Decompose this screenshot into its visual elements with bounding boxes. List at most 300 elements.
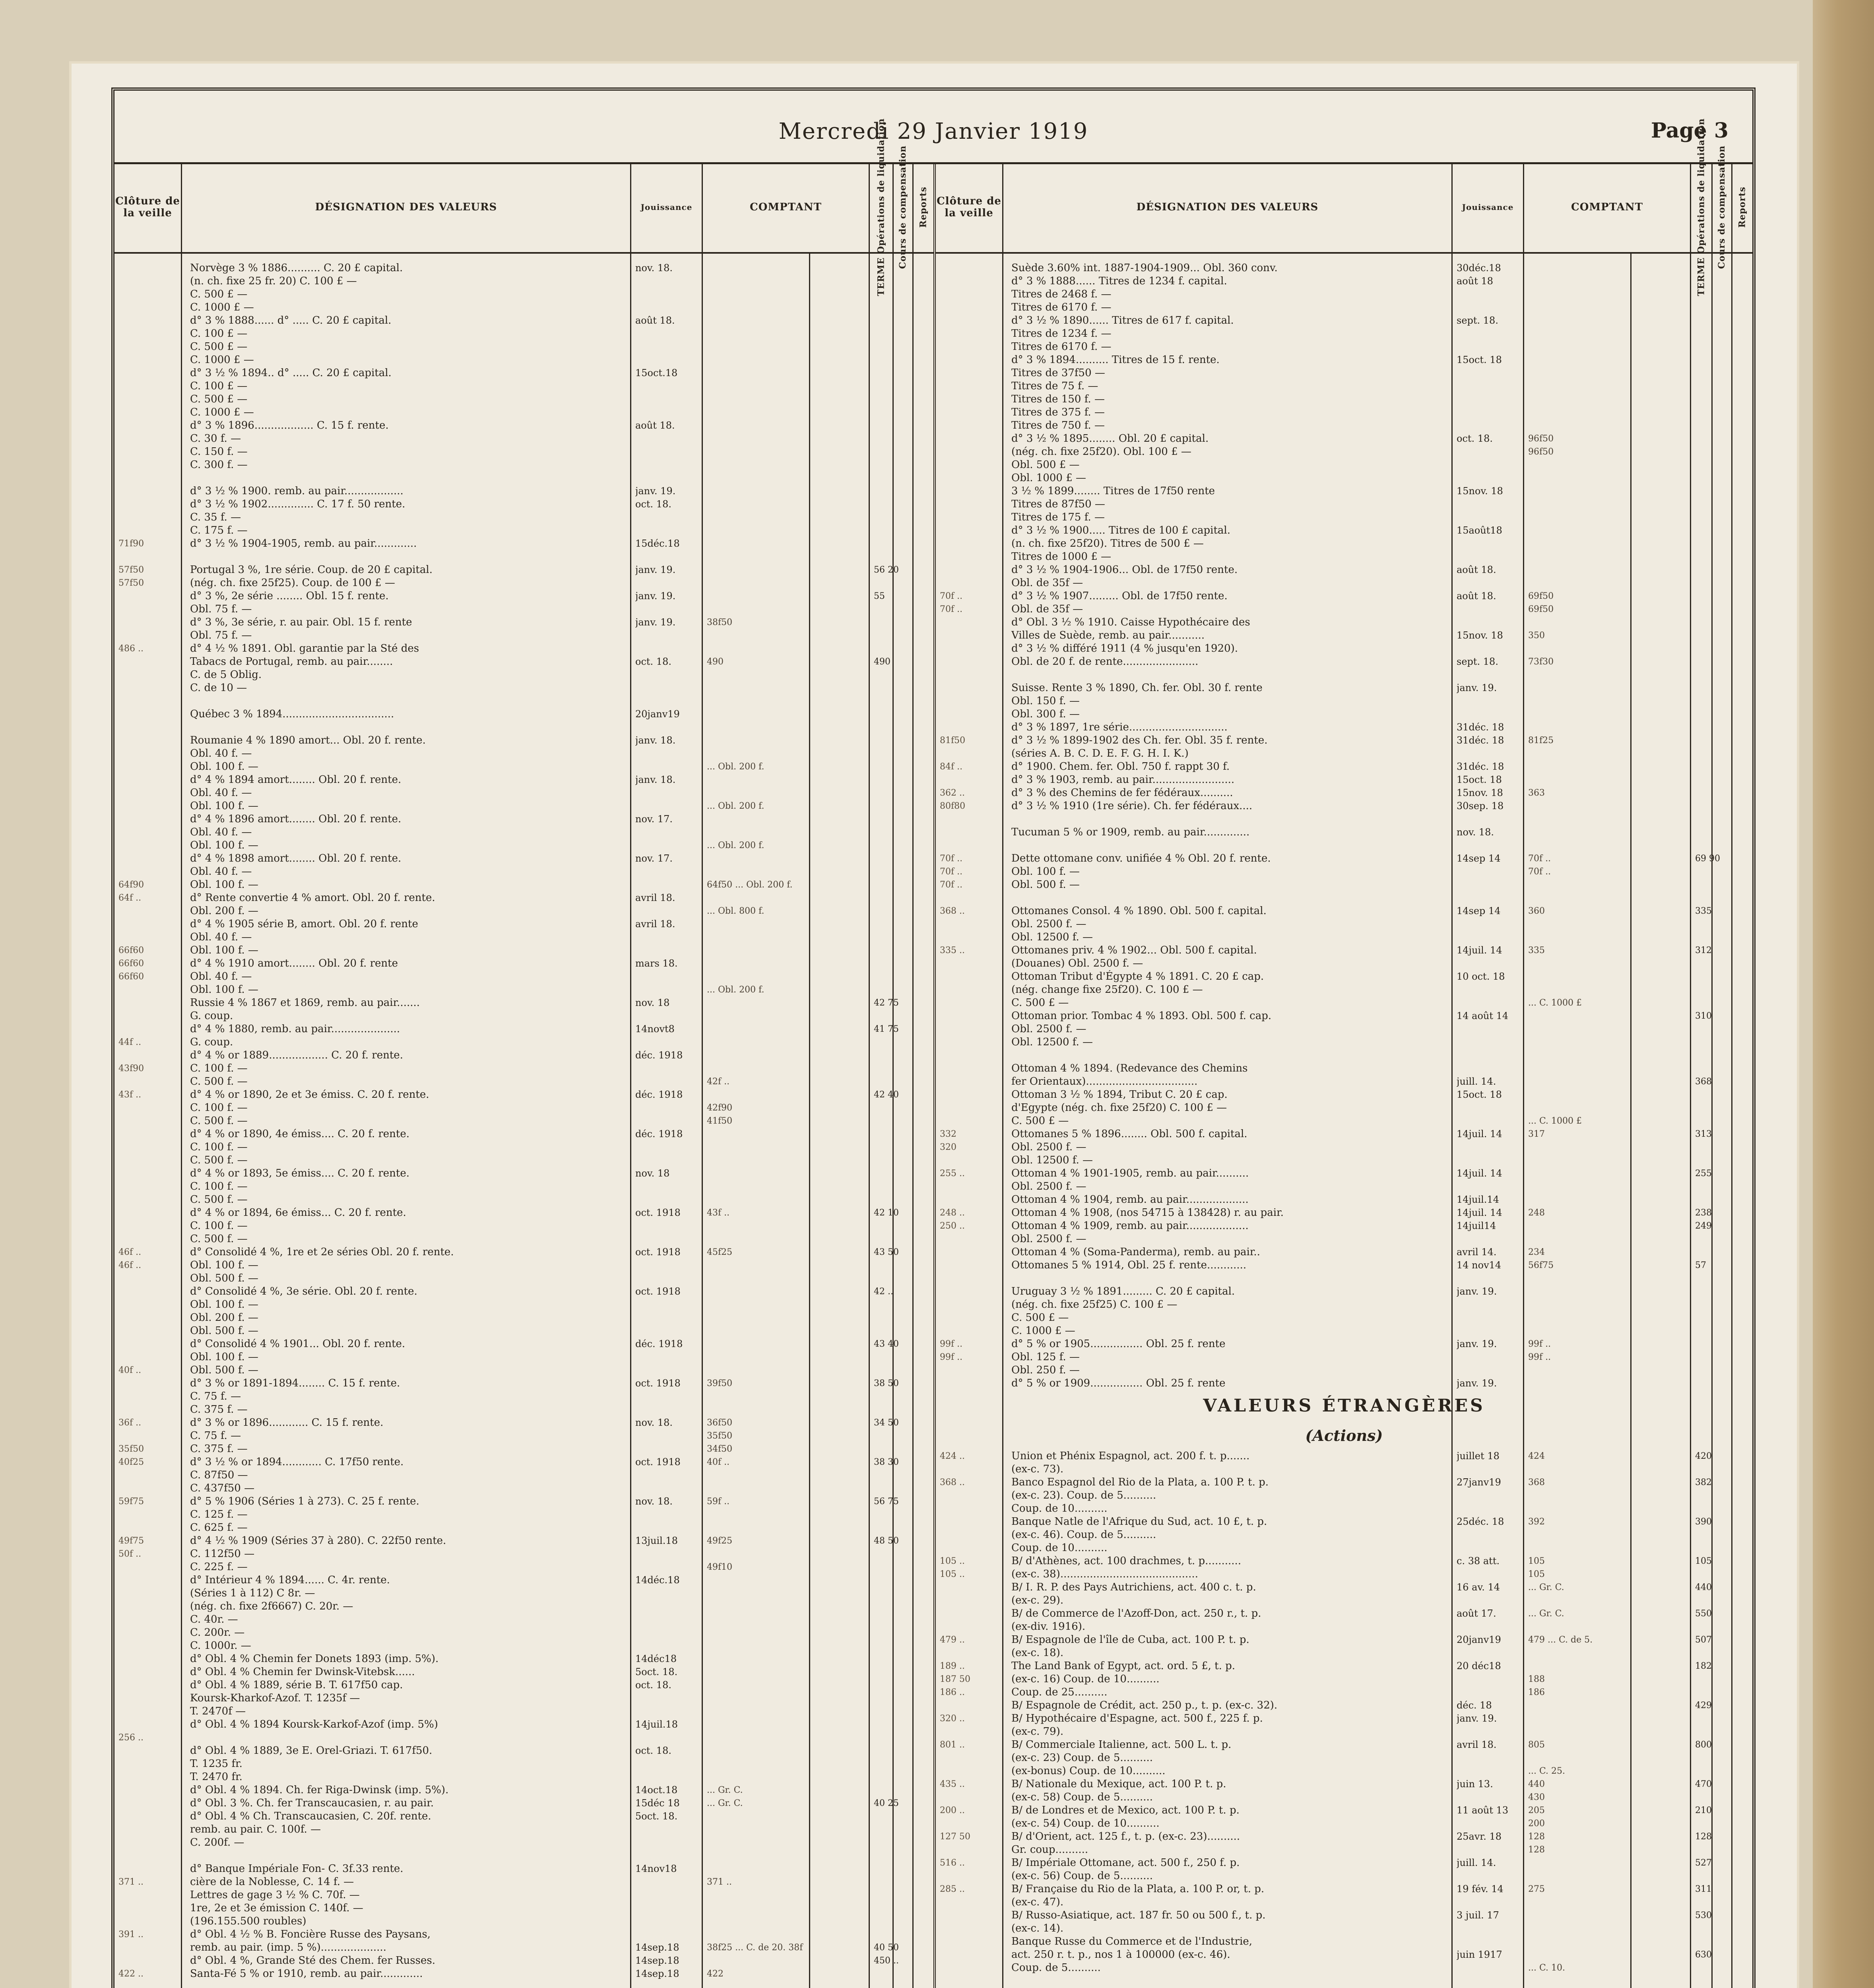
table-row xyxy=(936,472,1752,485)
comptant-cell: 81f25 xyxy=(1528,736,1554,746)
designation-cell: C. 125 f. — xyxy=(190,1508,248,1520)
designation-cell: d° Consolidé 4 %, 3e série. Obl. 20 f. rente. xyxy=(190,1285,417,1297)
page-edge xyxy=(1813,0,1874,1988)
jouissance-cell: janv. 18. xyxy=(635,735,676,746)
table-row xyxy=(936,1114,1752,1128)
page-header xyxy=(114,91,1752,164)
comptant-cell: 490 xyxy=(707,657,724,667)
table-row xyxy=(114,1980,933,1988)
designation-cell: Titres de 375 f. — xyxy=(1011,406,1105,418)
table-row xyxy=(114,1429,933,1442)
col-jouissance xyxy=(631,162,703,254)
designation-cell: d° 3 ½ % 1890...... Titres de 617 f. capital. xyxy=(1011,315,1234,326)
compensation-cell: 40 50 xyxy=(874,1943,899,1953)
designation-cell: B/ Commerciale Italienne, act. 500 L. t. p. xyxy=(1011,1739,1232,1751)
jouissance-cell: oct. 18. xyxy=(1457,433,1493,444)
jouissance-cell: 11 août 13 xyxy=(1457,1805,1509,1816)
cloture-cell: 35f50 xyxy=(118,1444,144,1454)
table-row xyxy=(114,878,933,891)
designation-cell: Titres de 2468 f. — xyxy=(1011,288,1112,300)
cloture-cell: 80f80 xyxy=(940,801,966,811)
designation-cell: d° 5 % or 1905................ Obl. 25 f. rente xyxy=(1011,1338,1226,1350)
designation-cell: Obl. de 35f — xyxy=(1011,577,1083,589)
designation-cell: (nég. ch. fixe 25f25). Coup. de 100 £ — xyxy=(190,577,395,589)
designation-cell: Obl. 2500 f. — xyxy=(1011,1233,1086,1245)
designation-cell: Ottoman 3 ½ % 1894, Tribut C. 20 £ cap. xyxy=(1011,1089,1228,1101)
designation-cell: (ex-c. 18). xyxy=(1011,1647,1064,1659)
jouissance-cell: juin 1917 xyxy=(1457,1949,1502,1960)
designation-cell: d° Obl. 4 % Ch. Transcaucasien, C. 20f. rente. xyxy=(190,1810,431,1822)
cloture-cell: 66f60 xyxy=(118,945,144,955)
table-row xyxy=(936,275,1752,288)
comptant-cell: 34f50 xyxy=(707,1444,733,1454)
designation-cell: Obl. 100 f. — xyxy=(190,1259,258,1271)
table-row xyxy=(114,1797,933,1810)
comptant-cell: 205 xyxy=(1528,1806,1545,1815)
jouissance-cell: 3 juil. 17 xyxy=(1457,1910,1499,1921)
designation-cell: C. de 5 Oblig. xyxy=(190,669,262,681)
designation-cell: d° Obl. 4 % 1889, série B. T. 617f50 cap. xyxy=(190,1679,403,1691)
compensation-cell: 312 xyxy=(1695,945,1712,955)
cloture-cell: 70f .. xyxy=(940,604,963,614)
jouissance-cell: 15oct.18 xyxy=(635,367,678,379)
cloture-cell: 391 .. xyxy=(118,1930,144,1939)
cloture-cell: 320 xyxy=(940,1142,956,1152)
compensation-cell: 42 .. xyxy=(874,1287,893,1297)
table-row xyxy=(936,1751,1752,1765)
table-row xyxy=(936,1324,1752,1338)
table-row xyxy=(936,1528,1752,1541)
designation-cell: d° 3 % 1888...... d° ..... C. 20 £ capital. xyxy=(190,315,392,326)
cloture-cell: 44f .. xyxy=(118,1037,142,1047)
comptant-cell: ... Gr. C. xyxy=(1528,1609,1564,1619)
table-row xyxy=(114,498,933,511)
table-row xyxy=(936,1377,1752,1390)
designation-cell: Titres de 150 f. — xyxy=(1011,393,1105,405)
table-row xyxy=(936,353,1752,367)
jouissance-cell: 14sep.18 xyxy=(635,1942,679,1953)
col-jouissance-label: Jouissance xyxy=(1462,202,1514,212)
table-row xyxy=(936,1699,1752,1712)
compensation-cell: 42 10 xyxy=(874,1208,899,1218)
compensation-cell: 530 xyxy=(1695,1910,1712,1920)
table-row xyxy=(936,1219,1752,1233)
table-row xyxy=(114,1180,933,1193)
table-row xyxy=(114,1587,933,1600)
designation-cell: Ottoman 4 % 1908, (nos 54715 à 138428) r. au pair. xyxy=(1011,1207,1284,1219)
jouissance-cell: 14sep.18 xyxy=(635,1968,679,1979)
compensation-cell: 550 xyxy=(1695,1609,1712,1619)
designation-cell: T. 2470 fr. xyxy=(190,1771,242,1783)
designation-cell: Obl. 75 f. — xyxy=(190,603,252,615)
table-row xyxy=(936,367,1752,380)
table-row xyxy=(936,1607,1752,1620)
table-row xyxy=(114,1771,933,1784)
designation-cell: d° 5 % 1906 (Séries 1 à 273). C. 25 f. rente. xyxy=(190,1495,419,1507)
comptant-cell: 128 xyxy=(1528,1832,1545,1842)
table-row xyxy=(114,563,933,577)
table-row xyxy=(936,1141,1752,1154)
compensation-cell: 34 50 xyxy=(874,1418,899,1428)
table-row xyxy=(936,458,1752,472)
jouissance-cell: janv. 19. xyxy=(1457,1713,1497,1724)
table-row xyxy=(936,1272,1752,1285)
col-terme xyxy=(1691,118,1713,296)
table-row xyxy=(114,1731,933,1744)
cloture-cell: 332 xyxy=(940,1129,956,1139)
designation-cell: d° 3 ½ % or 1894............ C. 17f50 rente. xyxy=(190,1456,404,1468)
designation-cell: Dette ottomane conv. unifiée 4 % Obl. 20 f. rente. xyxy=(1011,852,1271,864)
table-row xyxy=(114,983,933,996)
table-row xyxy=(114,865,933,878)
table-row xyxy=(114,1088,933,1101)
col-comptant xyxy=(1524,162,1691,254)
designation-cell: Koursk-Kharkof-Azof. T. 1235f — xyxy=(190,1692,360,1704)
designation-cell: Ottoman Tribut d'Égypte 4 % 1891. C. 20 £ cap. xyxy=(1011,971,1264,982)
table-row xyxy=(114,1141,933,1154)
designation-cell: C. 1000r. — xyxy=(190,1640,251,1652)
comptant-cell: ... C. 1000 £ xyxy=(1528,1116,1582,1126)
col-compensation xyxy=(894,145,914,269)
designation-cell: Suisse. Rente 3 % 1890, Ch. fer. Obl. 30 f. rente xyxy=(1011,682,1263,694)
designation-cell: 1re, 2e et 3e émission C. 140f. — xyxy=(190,1902,363,1914)
table-row xyxy=(936,524,1752,537)
col-reports xyxy=(914,162,933,254)
table-row xyxy=(114,1351,933,1364)
jouissance-cell: 25avr. 18 xyxy=(1457,1831,1502,1842)
table-row xyxy=(114,826,933,839)
table-row xyxy=(936,1633,1752,1646)
table-row xyxy=(114,353,933,367)
table-row xyxy=(114,1128,933,1141)
designation-cell: d° Obl. 4 % Chemin fer Donets 1893 (imp. 5%). xyxy=(190,1653,439,1665)
table-row xyxy=(936,1259,1752,1272)
jouissance-cell: 14novt8 xyxy=(635,1023,675,1035)
cloture-cell: 43f .. xyxy=(118,1090,142,1100)
right-rows xyxy=(936,262,1752,1974)
designation-cell: Ottoman 4 % (Soma-Panderma), remb. au pair.. xyxy=(1011,1246,1260,1258)
table-row xyxy=(114,852,933,865)
table-row xyxy=(936,721,1752,734)
designation-cell: C. 500 £ — xyxy=(190,393,248,405)
designation-cell: (ex-c. 56) Coup. de 5.......... xyxy=(1011,1870,1153,1882)
jouissance-cell: nov. 18 xyxy=(635,1168,670,1179)
designation-cell: C. 500 £ — xyxy=(1011,997,1069,1009)
designation-cell: d° 3 ½ % 1894.. d° ..... C. 20 £ capital. xyxy=(190,367,392,379)
compensation-cell: 800 xyxy=(1695,1740,1712,1750)
designation-cell: Obl. 100 f. — xyxy=(190,879,258,891)
designation-cell: (nég. ch. fixe 25f25) C. 100 £ — xyxy=(1011,1299,1178,1310)
comptant-cell: ... Obl. 800 f. xyxy=(707,906,764,916)
table-row xyxy=(936,498,1752,511)
designation-cell: C. 500 £ — xyxy=(190,288,248,300)
designation-cell: C. 225 f. — xyxy=(190,1561,248,1573)
designation-cell: Tabacs de Portugal, remb. au pair........ xyxy=(190,656,393,668)
jouissance-cell: 14déc18 xyxy=(635,1653,677,1664)
designation-cell: Russie 4 % 1867 et 1869, remb. au pair....... xyxy=(190,997,420,1009)
jouissance-cell: janv. 19. xyxy=(1457,1338,1497,1349)
designation-cell: (ex-c. 29). xyxy=(1011,1594,1064,1606)
comptant-cell: 49f25 xyxy=(707,1536,733,1546)
table-row xyxy=(936,1660,1752,1673)
table-row xyxy=(114,1600,933,1613)
table-row xyxy=(114,1259,933,1272)
designation-cell: d° 3 ½ % 1910 (1re série). Ch. fer fédéraux.... xyxy=(1011,800,1253,812)
designation-cell: (séries A. B. C. D. E. F. G. H. I. K.) xyxy=(1011,747,1189,759)
comptant-cell: 424 xyxy=(1528,1451,1545,1461)
table-row xyxy=(936,1364,1752,1377)
table-row xyxy=(936,1010,1752,1023)
designation-cell: Coup. de 5.......... xyxy=(1011,1962,1101,1974)
cloture-cell: 99f .. xyxy=(940,1339,963,1349)
comptant-cell: 38f25 ... C. de 20. 38f xyxy=(707,1943,803,1953)
designation-cell: (ex-c. 73). xyxy=(1011,1463,1064,1475)
table-row xyxy=(114,1547,933,1561)
table-row xyxy=(114,1338,933,1351)
table-row xyxy=(936,1555,1752,1568)
table-row xyxy=(936,1896,1752,1909)
designation-cell: d° 1900. Chem. fer. Obl. 750 f. rappt 30 f. xyxy=(1011,761,1230,773)
table-row xyxy=(114,918,933,931)
compensation-cell: 450 .. xyxy=(874,1956,899,1966)
compensation-cell: 182 xyxy=(1695,1661,1712,1671)
table-row xyxy=(936,1646,1752,1660)
table-row xyxy=(114,1416,933,1429)
jouissance-cell: avril 18. xyxy=(635,892,675,903)
comptant-cell: 128 xyxy=(1528,1845,1545,1855)
designation-cell: Obl. 2500 f. — xyxy=(1011,918,1086,930)
designation-cell: Obl. 100 f. — xyxy=(190,1299,258,1310)
compensation-cell: 420 xyxy=(1695,1451,1712,1461)
designation-cell: C. 35 f. — xyxy=(190,511,241,523)
designation-cell: (n. ch. fixe 25f20). Titres de 500 £ — xyxy=(1011,538,1204,549)
table-row xyxy=(114,1114,933,1128)
table-row xyxy=(936,944,1752,957)
table-row xyxy=(936,1351,1752,1364)
designation-cell: Obl. 100 f. — xyxy=(190,839,258,851)
compensation-cell: 105 xyxy=(1695,1556,1712,1566)
designation-cell: Ottomanes 5 % 1914, Obl. 25 f. rente............ xyxy=(1011,1259,1247,1271)
comptant-cell: ... C. 10. xyxy=(1528,1963,1565,1973)
cloture-cell: 57f50 xyxy=(118,565,144,575)
jouissance-cell: oct. 1918 xyxy=(635,1378,681,1389)
table-row xyxy=(936,1843,1752,1856)
jouissance-cell: janv. 19. xyxy=(635,564,676,575)
table-row xyxy=(114,458,933,472)
table-row xyxy=(936,800,1752,813)
designation-cell: Titres de 87f50 — xyxy=(1011,498,1105,510)
jouissance-cell: août 18 xyxy=(1457,276,1494,287)
table-row xyxy=(936,1568,1752,1581)
cloture-cell: 250 .. xyxy=(940,1221,965,1231)
comptant-cell: 96f50 xyxy=(1528,447,1554,457)
table-row xyxy=(114,1915,933,1928)
table-row xyxy=(936,550,1752,563)
table-row xyxy=(936,327,1752,340)
jouissance-cell: 14 août 14 xyxy=(1457,1010,1509,1021)
cloture-cell: 424 .. xyxy=(940,1451,965,1461)
table-row xyxy=(114,1889,933,1902)
jouissance-cell: déc. 18 xyxy=(1457,1700,1492,1711)
table-row xyxy=(114,1666,933,1679)
designation-cell: Obl. 500 f. — xyxy=(1011,879,1080,891)
designation-cell: d'Egypte (nég. ch. fixe 25f20) C. 100 £ — xyxy=(1011,1102,1227,1114)
table-row xyxy=(114,1377,933,1390)
designation-cell: (ex-c. 58) Coup. de 5.......... xyxy=(1011,1791,1153,1803)
table-row xyxy=(936,1581,1752,1594)
cloture-cell: 200 .. xyxy=(940,1806,965,1815)
table-row xyxy=(936,747,1752,760)
table-row xyxy=(936,1193,1752,1206)
compensation-cell: 43 40 xyxy=(874,1339,899,1349)
table-row xyxy=(936,1154,1752,1167)
designation-cell: d° 3 ½ % 1904-1906... Obl. de 17f50 rente. xyxy=(1011,564,1238,576)
designation-cell: C. de 10 — xyxy=(190,682,247,694)
designation-cell: d° 3 ½ % 1895........ Obl. 20 £ capital. xyxy=(1011,433,1209,445)
designation-cell: Portugal 3 %, 1re série. Coup. de 20 £ capital. xyxy=(190,564,433,576)
table-row xyxy=(114,537,933,550)
jouissance-cell: 15déc 18 xyxy=(635,1798,680,1809)
designation-cell: Obl. de 35f — xyxy=(1011,603,1083,615)
table-row xyxy=(936,786,1752,800)
compensation-cell: 313 xyxy=(1695,1129,1712,1139)
cloture-cell: 189 .. xyxy=(940,1661,965,1671)
designation-cell: d° Obl. 4 % 1889, 3e E. Orel-Griazi. T. 617f50. xyxy=(190,1745,433,1757)
table-row xyxy=(114,839,933,852)
compensation-cell: 128 xyxy=(1695,1832,1712,1842)
designation-cell: Titres de 6170 f. — xyxy=(1011,341,1112,353)
table-row xyxy=(114,432,933,445)
jouissance-cell: juill. 14. xyxy=(1457,1076,1496,1087)
jouissance-cell: 14 nov14 xyxy=(1457,1260,1502,1271)
designation-cell: B/ Nationale du Mexique, act. 100 P. t. p. xyxy=(1011,1778,1226,1790)
designation-cell: (ex-c. 16) Coup. de 10.......... xyxy=(1011,1673,1160,1685)
table-row xyxy=(936,1180,1752,1193)
cloture-cell: 57f50 xyxy=(118,578,144,588)
jouissance-cell: 15nov. 18 xyxy=(1457,787,1503,798)
designation-cell: Obl. 100 f. — xyxy=(190,761,258,773)
cloture-cell: 256 .. xyxy=(118,1733,144,1743)
comptant-cell: 360 xyxy=(1528,906,1545,916)
table-row xyxy=(114,1075,933,1088)
designation-cell: d° 3 % 1888...... Titres de 1234 f. capital. xyxy=(1011,275,1227,287)
comptant-cell: 805 xyxy=(1528,1740,1545,1750)
col-cloture xyxy=(936,162,1003,254)
designation-cell: C. 100 f. — xyxy=(190,1141,248,1153)
table-row xyxy=(114,1036,933,1049)
table-row xyxy=(936,1686,1752,1699)
jouissance-cell: nov. 17. xyxy=(635,853,673,864)
jouissance-cell: 14déc.18 xyxy=(635,1574,680,1586)
table-row xyxy=(114,1875,933,1889)
designation-cell: d° 4 % 1905 série B, amort. Obl. 20 f. rente xyxy=(190,918,418,930)
table-row xyxy=(936,1948,1752,1961)
cloture-cell: 435 .. xyxy=(940,1779,965,1789)
comptant-cell: 70f .. xyxy=(1528,867,1551,877)
jouissance-cell: sept. 18. xyxy=(1457,315,1498,326)
designation-cell: (nég. change fixe 25f20). C. 100 £ — xyxy=(1011,984,1203,996)
designation-cell: Obl. 12500 f. — xyxy=(1011,1036,1093,1048)
col-comptant xyxy=(703,162,870,254)
jouissance-cell: déc. 1918 xyxy=(635,1050,683,1061)
table-row xyxy=(114,642,933,655)
jouissance-cell: 15déc.18 xyxy=(635,538,680,549)
comptant-cell: 363 xyxy=(1528,788,1545,798)
table-row xyxy=(936,734,1752,747)
designation-cell: B/ I. R. P. des Pays Autrichiens, act. 400 c. t. p. xyxy=(1011,1581,1256,1593)
col-cloture-label: Clôture de la veille xyxy=(115,195,180,219)
compensation-cell: 48 50 xyxy=(874,1536,899,1546)
jouissance-cell: juill. 14. xyxy=(1457,1857,1496,1868)
comptant-cell: 317 xyxy=(1528,1129,1545,1139)
col-reports-label: Reports xyxy=(918,186,929,228)
designation-cell: Obl. 500 £ — xyxy=(1011,459,1080,471)
table-row xyxy=(114,1298,933,1311)
comptant-cell: 105 xyxy=(1528,1569,1545,1579)
designation-cell: Ottoman prior. Tombac 4 % 1893. Obl. 500 f. cap. xyxy=(1011,1010,1272,1022)
col-comptant-label: COMPTANT xyxy=(750,201,822,213)
designation-cell: Obl. 40 f. — xyxy=(190,747,252,759)
designation-cell: C. 100 £ — xyxy=(190,380,248,392)
comptant-cell: 440 xyxy=(1528,1779,1545,1789)
designation-cell: remb. au pair. C. 100f. — xyxy=(190,1823,321,1835)
designation-cell: cière de la Noblesse, C. 14 f. — xyxy=(190,1876,354,1888)
cloture-cell: 248 .. xyxy=(940,1208,965,1218)
table-row xyxy=(114,288,933,301)
table-row xyxy=(114,1364,933,1377)
designation-cell: Obl. 2500 f. — xyxy=(1011,1141,1086,1153)
designation-cell: Obl. 100 f. — xyxy=(1011,866,1080,878)
col-comptant-label: COMPTANT xyxy=(1571,201,1643,213)
designation-cell: C. 100 f. — xyxy=(190,1062,248,1074)
comptant-cell: 38f50 xyxy=(707,617,733,627)
table-row xyxy=(936,288,1752,301)
comptant-cell: 49f10 xyxy=(707,1562,733,1572)
designation-cell: B/ Française du Rio de la Plata, a. 100 P. or, t. p. xyxy=(1011,1883,1265,1895)
table-row xyxy=(114,1744,933,1757)
cloture-cell: 99f .. xyxy=(940,1352,963,1362)
table-row xyxy=(936,1450,1752,1463)
table-row xyxy=(936,1338,1752,1351)
table-row xyxy=(936,616,1752,629)
designation-cell: Lettres de gage 3 ½ % C. 70f. — xyxy=(190,1889,360,1901)
designation-cell: d° 3 ½ % 1904-1905, remb. au pair............. xyxy=(190,538,417,549)
designation-cell: d° 3 % or 1891-1894........ C. 15 f. rente. xyxy=(190,1377,400,1389)
designation-cell: (ex-c. 23). Coup. de 5.......... xyxy=(1011,1489,1156,1501)
designation-cell: d° 4 % 1894 amort........ Obl. 20 f. rente. xyxy=(190,774,402,786)
cloture-cell: 70f .. xyxy=(940,880,963,890)
table-row xyxy=(936,1049,1752,1062)
designation-cell: d° Intérieur 4 % 1894...... C. 4r. rente. xyxy=(190,1574,390,1586)
table-row xyxy=(114,1941,933,1954)
designation-cell: Obl. 2500 f. — xyxy=(1011,1180,1086,1192)
cloture-cell: 66f60 xyxy=(118,959,144,969)
table-row xyxy=(114,1718,933,1731)
designation-cell: C. 1000 £ — xyxy=(190,354,254,366)
designation-cell: d° 4 % 1898 amort........ Obl. 20 f. rente. xyxy=(190,852,402,864)
jouissance-cell: 13juil.18 xyxy=(635,1535,678,1546)
cloture-cell: 801 .. xyxy=(940,1740,965,1750)
comptant-cell: 42f90 xyxy=(707,1103,733,1113)
table-row xyxy=(114,800,933,813)
designation-cell: Obl. 300 f. — xyxy=(1011,708,1080,720)
col-jouissance-label: Jouissance xyxy=(640,202,693,212)
comptant-cell: ... Gr. C. xyxy=(707,1798,743,1808)
table-row xyxy=(936,1620,1752,1633)
designation-cell: Obl. 250 f. — xyxy=(1011,1364,1080,1376)
designation-cell: Titres de 1234 f. — xyxy=(1011,328,1112,340)
designation-cell: Obl. 100 f. — xyxy=(190,984,258,996)
